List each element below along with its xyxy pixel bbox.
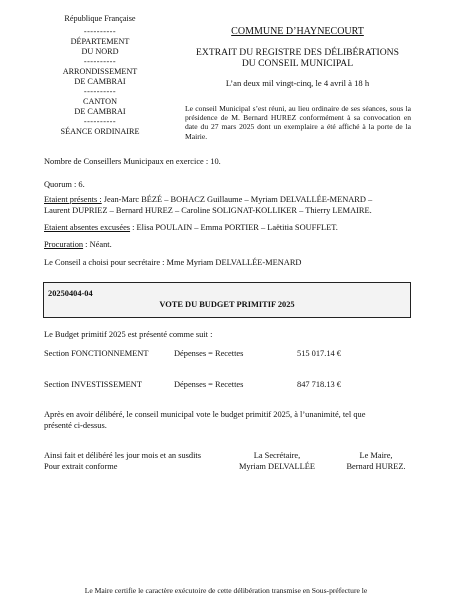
maire-name: Bernard HUREZ. [346, 462, 406, 471]
vote-title: VOTE DU BUDGET PRIMITIF 2025 [159, 300, 295, 309]
extrait-line-2: DU CONSEIL MUNICIPAL [241, 58, 354, 69]
vote-box [43, 282, 411, 318]
secretaire-title: La Secrétaire, [253, 451, 301, 460]
absents-names: : Elisa POULAIN – Emma PORTIER – Laëtitia SOUFFLET. [130, 223, 338, 232]
presents-line-1 [44, 195, 372, 205]
separator: ---------- [83, 27, 117, 36]
section-name: Section FONCTIONNEMENT [44, 349, 149, 358]
signature-fait [44, 450, 201, 472]
canton-line-1: CANTON [83, 97, 117, 106]
commune-title: COMMUNE D’HAYNECOURT [231, 26, 364, 37]
depenses-recettes-label: Dépenses = Recettes [174, 349, 244, 358]
procuration-label: Procuration [44, 240, 84, 249]
meeting-intro: Le conseil Municipal s’est réuni, au lieu ordinaire de ses séances, sous la présidence de M. Bernard HUREZ conformément à sa convocation en date du 27 mars 2025 dont un exemplaire a été affiché à la porte de la Mairie. [185, 104, 411, 141]
deliberation-reference: 20250404-04 [48, 289, 93, 298]
extrait-title [185, 47, 410, 69]
separator: ---------- [83, 117, 117, 126]
departement-line-1: DÉPARTEMENT [70, 37, 130, 46]
footer-certification: Le Maire certifie le caractère exécutoire de cette délibération transmise en Sous-préfecture le [84, 586, 368, 595]
right-header [185, 26, 410, 88]
section-name: Section INVESTISSEMENT [44, 380, 142, 389]
fait-line-1: Ainsi fait et délibéré les jour mois et an susdits [44, 451, 202, 460]
presents-line-2: Laurent DUPRIEZ – Bernard HUREZ – Caroline SOLIGNAT-KOLLIKER – Thierry LEMAIRE. [44, 206, 372, 215]
signature-maire [336, 450, 416, 472]
canton-line-2: DE CAMBRAI [74, 107, 126, 116]
presents-label: Etaient présents : [44, 195, 102, 204]
republique-label: République Française [64, 14, 136, 23]
secretaire-name: Myriam DELVALLÉE [238, 462, 316, 471]
extrait-line-1: EXTRAIT DU REGISTRE DES DÉLIBÉRATIONS [196, 47, 399, 58]
conclusion-line-1: Après en avoir délibéré, le conseil municipal vote le budget primitif 2025, à l’unanimité, tel que [44, 410, 366, 419]
seance-label: SÉANCE ORDINAIRE [60, 127, 140, 136]
left-header [40, 14, 160, 137]
signature-secretaire [232, 450, 322, 472]
arrondissement-line-2: DE CAMBRAI [74, 77, 126, 86]
section-amount: 847 718.13 € [297, 380, 341, 389]
conseillers-count: Nombre de Conseillers Municipaux en exercice : 10. [44, 157, 221, 166]
procuration-line [44, 240, 112, 250]
maire-title: Le Maire, [359, 451, 393, 460]
absents-label: Etaient absentes excusées [44, 223, 131, 232]
budget-intro: Le Budget primitif 2025 est présenté comme suit : [44, 330, 213, 339]
budget-row-fonctionnement [44, 349, 414, 361]
conclusion-line-2: présenté ci-dessus. [44, 421, 107, 430]
departement-line-2: DU NORD [81, 47, 119, 56]
budget-row-investissement [44, 380, 414, 392]
depenses-recettes-label: Dépenses = Recettes [174, 380, 244, 389]
separator: ---------- [83, 57, 117, 66]
section-amount: 515 017.14 € [297, 349, 341, 358]
presents-names-1: Jean-Marc BÉZÉ – BOHACZ Guillaume – Myriam DELVALLÉE-MENARD – [101, 195, 373, 204]
meeting-date: L’an deux mil vingt-cinq, le 4 avril à 18 h [225, 78, 370, 88]
separator: ---------- [83, 87, 117, 96]
secretaire-line: Le Conseil a choisi pour secrétaire : Mme Myriam DELVALLÉE-MENARD [44, 258, 302, 267]
quorum: Quorum : 6. [44, 180, 85, 189]
absents-line [44, 223, 338, 233]
arrondissement-line-1: ARRONDISSEMENT [62, 67, 138, 76]
fait-line-2: Pour extrait conforme [44, 462, 118, 471]
procuration-text: : Néant. [83, 240, 112, 249]
